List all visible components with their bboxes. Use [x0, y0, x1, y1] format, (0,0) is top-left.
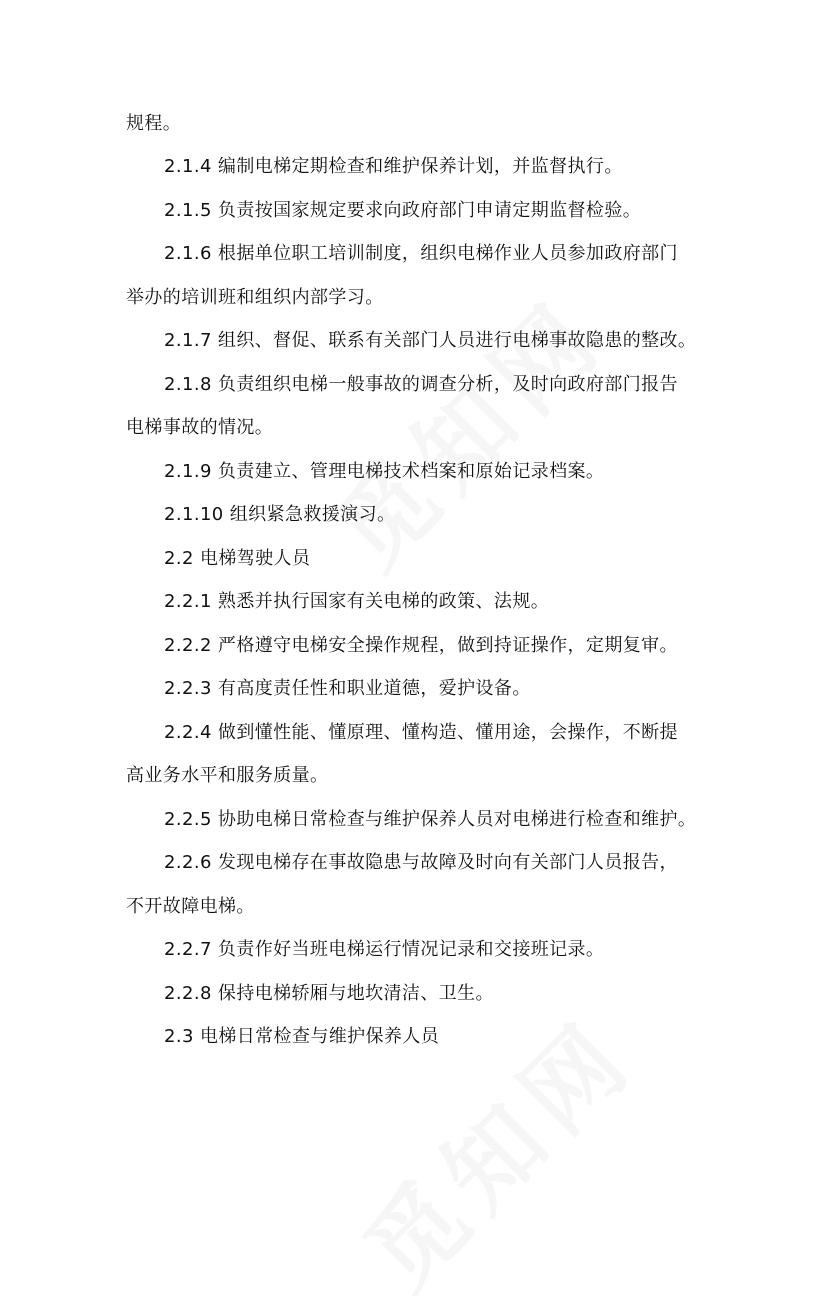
paragraph-line: 2.2.5 协助电梯日常检查与维护保养人员对电梯进行检查和维护。: [164, 809, 697, 830]
paragraph-line: 不开故障电梯。: [126, 896, 255, 917]
paragraph-line: 2.2.7 负责作好当班电梯运行情况记录和交接班记录。: [164, 939, 605, 960]
section-heading: 2.3 电梯日常检查与维护保养人员: [164, 1026, 440, 1047]
paragraph-line: 2.1.8 负责组织电梯一般事故的调查分析，及时向政府部门报告: [164, 374, 678, 395]
paragraph-line: 2.2.1 熟悉并执行国家有关电梯的政策、法规。: [164, 591, 550, 612]
paragraph-line: 2.2.2 严格遵守电梯安全操作规程，做到持证操作，定期复审。: [164, 635, 678, 656]
paragraph-line: 规程。: [126, 113, 182, 134]
paragraph-line: 2.1.10 组织紧急救援演习。: [164, 504, 396, 525]
paragraph-line: 电梯事故的情况。: [126, 417, 274, 438]
paragraph-line: 2.1.4 编制电梯定期检查和维护保养计划，并监督执行。: [164, 156, 623, 177]
paragraph-line: 2.2.6 发现电梯存在事故隐患与故障及时向有关部门人员报告，: [164, 852, 678, 873]
paragraph-line: 举办的培训班和组织内部学习。: [126, 287, 384, 308]
paragraph-line: 2.2.4 做到懂性能、懂原理、懂构造、懂用途，会操作，不断提: [164, 722, 678, 743]
paragraph-line: 2.1.5 负责按国家规定要求向政府部门申请定期监督检验。: [164, 200, 642, 221]
paragraph-line: 2.1.9 负责建立、管理电梯技术档案和原始记录档案。: [164, 461, 605, 482]
paragraph-line: 2.2.3 有高度责任性和职业道德，爱护设备。: [164, 678, 531, 699]
paragraph-line: 2.2.8 保持电梯轿厢与地坎清洁、卫生。: [164, 983, 494, 1004]
paragraph-line: 2.1.6 根据单位职工培训制度，组织电梯作业人员参加政府部门: [164, 243, 678, 264]
paragraph-line: 高业务水平和服务质量。: [126, 765, 329, 786]
section-heading: 2.2 电梯驾驶人员: [164, 548, 311, 569]
watermark: [300, 263, 630, 593]
paragraph-line: 2.1.7 组织、督促、联系有关部门人员进行电梯事故隐患的整改。: [164, 330, 697, 351]
